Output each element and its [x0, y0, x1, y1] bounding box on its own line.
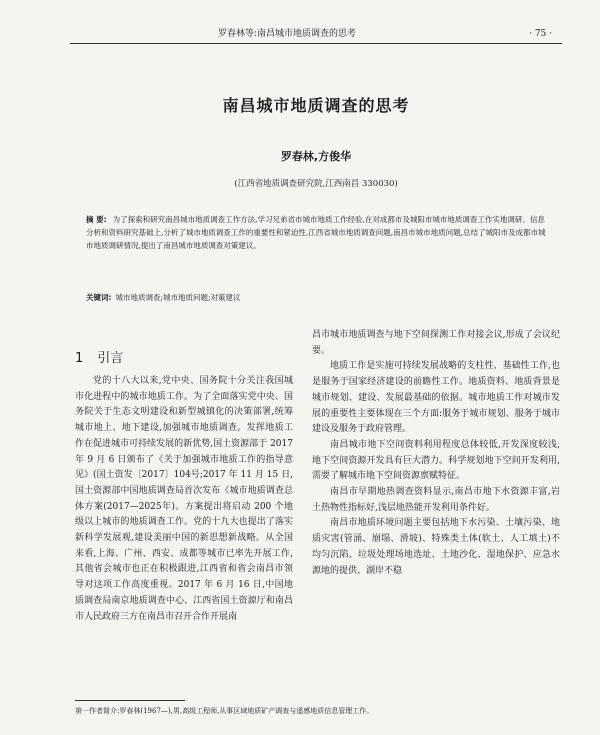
- header-rule: [70, 43, 562, 44]
- body-paragraph: 南昌市地质环境问题主要包括地下水污染、土壤污染、地质灾害(管涌、崩塌、滑坡)、特殊类土体(软土、人工填土)不均匀沉陷、垃圾处理场地选址、土地沙化、湿地保护、应急水源地的提供、湖岸不稳: [312, 518, 560, 576]
- body-paragraph-continuation: 昌市城市地质调查与地下空间探测工作对接会议,形成了会议纪要。: [312, 330, 560, 356]
- body-paragraph: 南昌城市地下空间资料利用程度总体较低,开发深度较浅,地下空间资源开发具有巨大潜力。科学规划地下空间开发利用,需要了解城市地下空间资源禀赋特征。: [312, 439, 560, 482]
- footnote: 第一作者简介:罗春林(1967—),男,高级工程师,从事区域地质矿产调查与遥感地质信息管理工作。: [75, 707, 374, 715]
- footnote-rule: [75, 700, 185, 701]
- page-number: · 75 ·: [529, 29, 552, 39]
- keywords: [86, 291, 550, 304]
- keywords-label: 关键词:: [86, 293, 112, 302]
- keywords-text: 城市地质调查;城市地质问题;对策建议: [115, 293, 241, 302]
- right-column: [312, 328, 560, 579]
- body-paragraph: 南昌市早期地热调查资料显示,南昌市地下水资源丰富,岩土热物性指标好,浅层地热能开发利用条件好。: [312, 487, 560, 513]
- abstract-text: 为了探索和研究南昌城市地质调查工作方法,学习兄弟省市城市地质工作经验,在对成都市及城阳市城市地质调查工作实地调研、信息分析和资料研究基础上,分析了城市地质调查工作的重要性和紧迫性,江西省城市地质调查问题,南昌市城市地质问题,总结了城阳市及成都市城市地质调研情况,提出了南昌城市地质调查对策建议。: [86, 215, 546, 250]
- paper-title: 南昌城市地质调查的思考: [222, 96, 410, 115]
- authors: 罗春林,方俊华: [280, 150, 352, 163]
- abstract: [86, 213, 550, 252]
- section-title: 引言: [97, 351, 124, 366]
- running-title: 罗春林等:南昌城市地质调查的思考: [218, 29, 357, 39]
- section-heading: [75, 347, 123, 366]
- abstract-label: 摘 要:: [86, 215, 107, 224]
- body-paragraph: 党的十八大以来,党中央、国务院十分关注我国城市化进程中的城市地质工作。为了全面落实党中央、国务院关于生态文明建设和新型城镇化的决策部署,统筹城市地上、地下建设,加强城市地质调查。发挥地质工作在促进城市可持续发展的新优势,国土资源部于 2017 年 9 月 6 日颁布了《关于加强城市地质工作的指导意见》(国土资发〔2017〕104号;2017 年 11 月 15 日,国土资源部中国地质调查局首次发布《城市地质调查总体方案(2017—2025年)。方案提出将启动 200 个地级以上城市的地质调查工作。党的十九大也提出了落实新科学发展观,建设美丽中国的新思想新战略。从全国来看,上海、广州、西安、成都等城市已率先开展工作,其他省会城市也正在积极跟进,江西省和省会南昌市领导对这项工作高度重视。2017 年 6 月 16 日,中国地质调查局南京地质调查中心、江西省国土资源厅和南昌市人民政府三方在南昌市召开合作开展南: [75, 376, 293, 622]
- affiliation: (江西省地质调查研究院,江西南昌 330030): [234, 179, 398, 189]
- left-column: [75, 374, 293, 625]
- section-number: 1: [75, 351, 84, 366]
- body-paragraph: 地质工作是实施可持续发展战略的支柱性、基础性工作,也是服务于国家经济建设的前瞻性工作。地质资料、地质背景是城市规划、建设、发展最基础的依据。城市地质工作对城市发展的重要性主要体现在三个方面:服务于城市规划、服务于城市建设及服务于政府管理。: [312, 361, 560, 435]
- running-header: [70, 26, 562, 42]
